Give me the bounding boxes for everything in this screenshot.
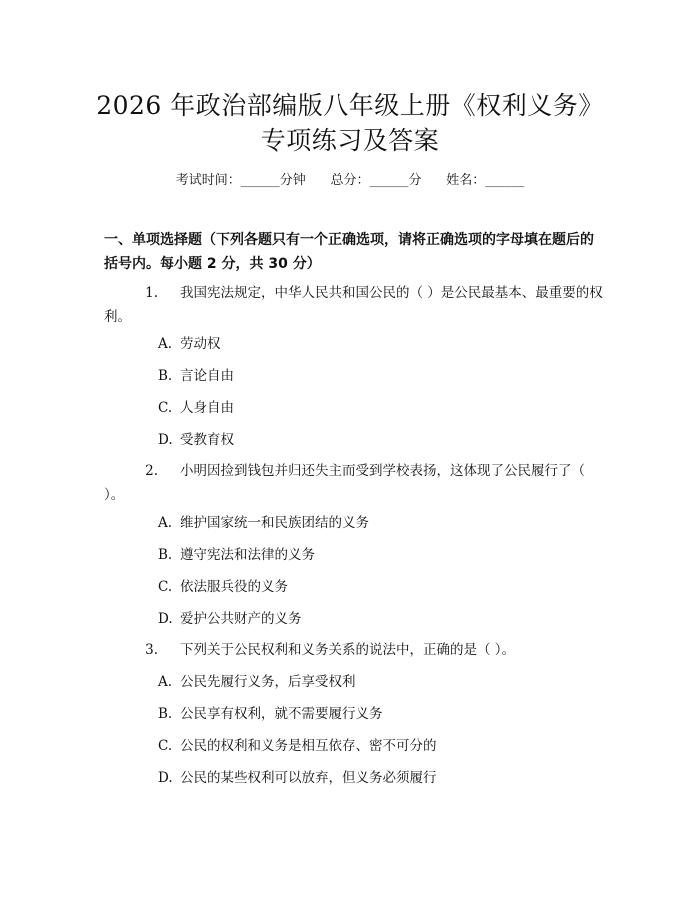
question-2-stem (104, 459, 604, 507)
option-letter: C. (158, 400, 173, 416)
option-letter: A. (158, 674, 173, 690)
question-2-option-d (158, 609, 302, 629)
question-text: 下列关于公民权利和义务关系的说法中，正确的是（ ）。 (180, 642, 516, 658)
option-text: 劳动权 (180, 336, 221, 352)
question-number: 3. (145, 642, 158, 658)
question-2-option-c (158, 577, 288, 597)
option-letter: C. (158, 738, 173, 754)
option-text: 遵守宪法和法律的义务 (180, 547, 315, 563)
option-letter: A. (158, 515, 173, 531)
option-text: 人身自由 (180, 400, 234, 416)
document-title-line-2: 专项练习及答案 (260, 126, 440, 155)
option-text: 依法服兵役的义务 (180, 579, 288, 595)
question-text: 我国宪法规定，中华人民共和国公民的（ ）是公民最基本、最重要的权利。 (104, 285, 603, 325)
option-letter: D. (158, 432, 173, 448)
option-letter: A. (158, 336, 173, 352)
question-3-option-a (158, 672, 356, 692)
option-text: 公民的某些权利可以放弃，但义务必须履行 (180, 770, 437, 786)
question-2-option-a (158, 513, 369, 533)
option-text: 爱护公共财产的义务 (180, 611, 302, 627)
question-3-stem (104, 638, 604, 662)
question-1-option-a (158, 334, 221, 354)
option-text: 维护国家统一和民族团结的义务 (180, 515, 369, 531)
option-letter: C. (158, 579, 173, 595)
section-heading: 一、单项选择题（下列各题只有一个正确选项，请将正确选项的字母填在题后的括号内。每小题 2 分，共 30 分） (104, 232, 594, 272)
option-letter: B. (158, 706, 173, 722)
question-3-option-c (158, 736, 437, 756)
option-text: 公民的权利和义务是相互依存、密不可分的 (180, 738, 437, 754)
exam-info-line: 考试时间：______分钟 总分：______分 姓名：______ (175, 173, 525, 188)
option-text: 言论自由 (180, 368, 234, 384)
option-letter: D. (158, 770, 173, 786)
option-text: 公民享有权利，就不需要履行义务 (180, 706, 383, 722)
question-number: 2. (145, 463, 158, 479)
option-letter: D. (158, 611, 173, 627)
question-3-option-d (158, 768, 437, 788)
question-1-option-b (158, 366, 234, 386)
question-1-option-d (158, 430, 234, 450)
document-title-line-1: 2026 年政治部编版八年级上册《权利义务》 (96, 91, 604, 120)
option-letter: B. (158, 368, 173, 384)
question-1-stem (104, 281, 604, 329)
question-3-option-b (158, 704, 383, 724)
question-2-option-b (158, 545, 315, 565)
option-letter: B. (158, 547, 173, 563)
option-text: 公民先履行义务，后享受权利 (180, 674, 356, 690)
option-text: 受教育权 (180, 432, 234, 448)
question-text: 小明因捡到钱包并归还失主而受到学校表扬，这体现了公民履行了（ ）。 (104, 463, 585, 503)
question-number: 1. (145, 285, 158, 301)
question-1-option-c (158, 398, 234, 418)
